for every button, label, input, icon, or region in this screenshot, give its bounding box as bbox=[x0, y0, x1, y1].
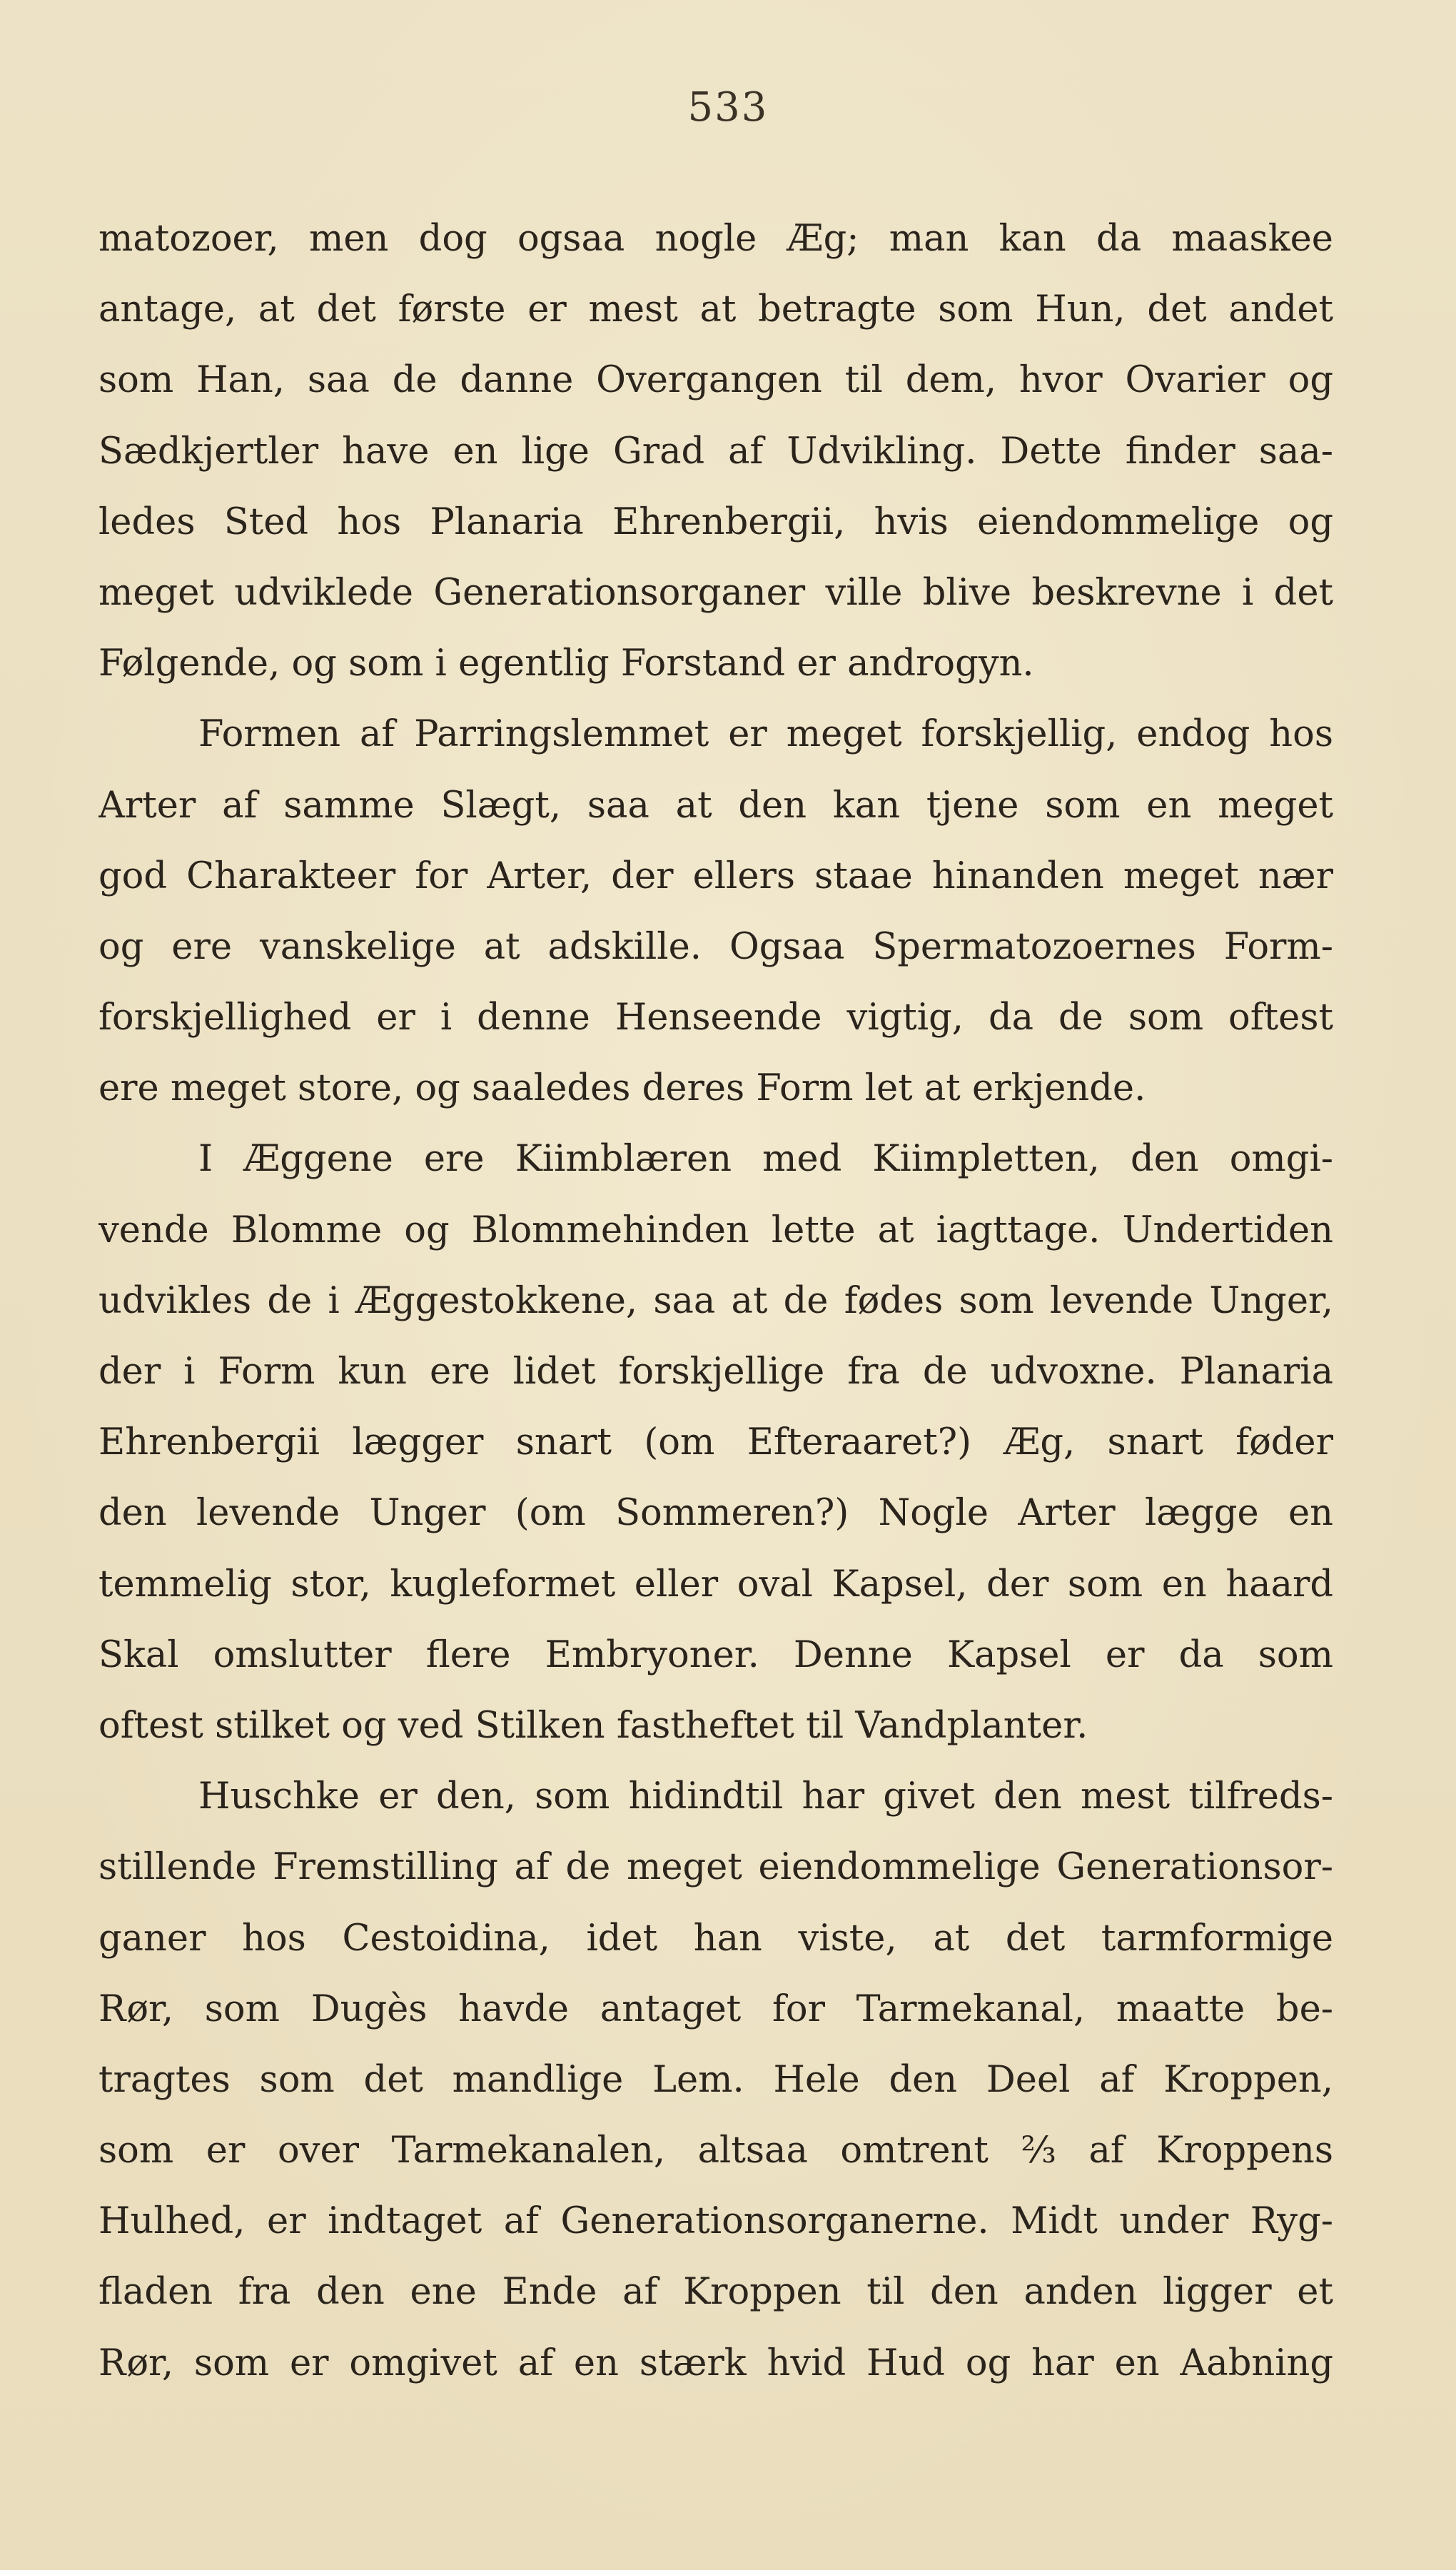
text-line: Hulhed, er indtaget af Generationsorganerne. Midt under Ryg- bbox=[98, 2200, 1333, 2243]
text-line: den levende Unger (om Sommeren?) Nogle Arter lægge en bbox=[98, 1492, 1333, 1535]
text-line: Formen af Parringslemmet er meget forskjellig, endog hos bbox=[198, 713, 1333, 756]
text-line: Sædkjertler have en lige Grad af Udvikling. Dette finder saa- bbox=[98, 430, 1333, 473]
text-line: Huschke er den, som hidindtil har givet den mest tilfreds- bbox=[198, 1775, 1333, 1818]
text-line: oftest stilket og ved Stilken fastheftet til Vandplanter. bbox=[98, 1704, 1088, 1747]
text-line: antage, at det første er mest at betragte som Hun, det andet bbox=[98, 288, 1333, 331]
text-line: ledes Sted hos Planaria Ehrenbergii, hvis eiendommelige og bbox=[98, 500, 1333, 543]
text-line: Rør, som er omgivet af en stærk hvid Hud og har en Aabning bbox=[98, 2342, 1333, 2384]
text-line: vende Blomme og Blommehinden lette at iagttage. Undertiden bbox=[98, 1209, 1333, 1251]
text-line: ere meget store, og saaledes deres Form let at erkjende. bbox=[98, 1067, 1146, 1110]
text-line: god Charakteer for Arter, der ellers staae hinanden meget nær bbox=[98, 855, 1333, 897]
text-line: der i Form kun ere lidet forskjellige fra de udvoxne. Planaria bbox=[98, 1351, 1333, 1393]
text-line: stillende Fremstilling af de meget eiendommelige Generationsor- bbox=[98, 1846, 1333, 1889]
text-line: tragtes som det mandlige Lem. Hele den Deel af Kroppen, bbox=[98, 2058, 1333, 2101]
text-line: Følgende, og som i egentlig Forstand er androgyn. bbox=[98, 642, 1034, 685]
text-line: ganer hos Cestoidina, idet han viste, at det tarmformige bbox=[98, 1917, 1333, 1960]
text-line: I Æggene ere Kiimblæren med Kiimpletten, den omgi- bbox=[198, 1138, 1333, 1181]
text-line: Arter af samme Slægt, saa at den kan tjene som en meget bbox=[98, 784, 1333, 827]
text-line: som Han, saa de danne Overgangen til dem, hvor Ovarier og bbox=[98, 359, 1333, 402]
text-line: udvikles de i Æggestokkene, saa at de fødes som levende Unger, bbox=[98, 1279, 1333, 1322]
text-line: fladen fra den ene Ende af Kroppen til den anden ligger et bbox=[98, 2271, 1333, 2314]
text-line: meget udviklede Generationsorganer ville blive beskrevne i det bbox=[98, 571, 1333, 614]
text-line: Rør, som Dugès havde antaget for Tarmekanal, maatte be- bbox=[98, 1987, 1333, 2030]
body-text bbox=[98, 203, 1333, 2399]
text-line: som er over Tarmekanalen, altsaa omtrent ⅔ af Kroppens bbox=[98, 2130, 1333, 2172]
page-number: 533 bbox=[687, 84, 769, 131]
text-line: og ere vanskelige at adskille. Ogsaa Spermatozoernes Form- bbox=[98, 925, 1333, 968]
text-line: forskjellighed er i denne Henseende vigtig, da de som oftest bbox=[98, 997, 1333, 1039]
text-line: Skal omslutter flere Embryoner. Denne Kapsel er da som bbox=[98, 1633, 1333, 1676]
text-line: matozoer, men dog ogsaa nogle Æg; man kan da maaskee bbox=[98, 218, 1333, 260]
text-line: temmelig stor, kugleformet eller oval Kapsel, der som en haard bbox=[98, 1563, 1333, 1606]
text-line: Ehrenbergii lægger snart (om Efteraaret?) Æg, snart føder bbox=[98, 1421, 1333, 1464]
